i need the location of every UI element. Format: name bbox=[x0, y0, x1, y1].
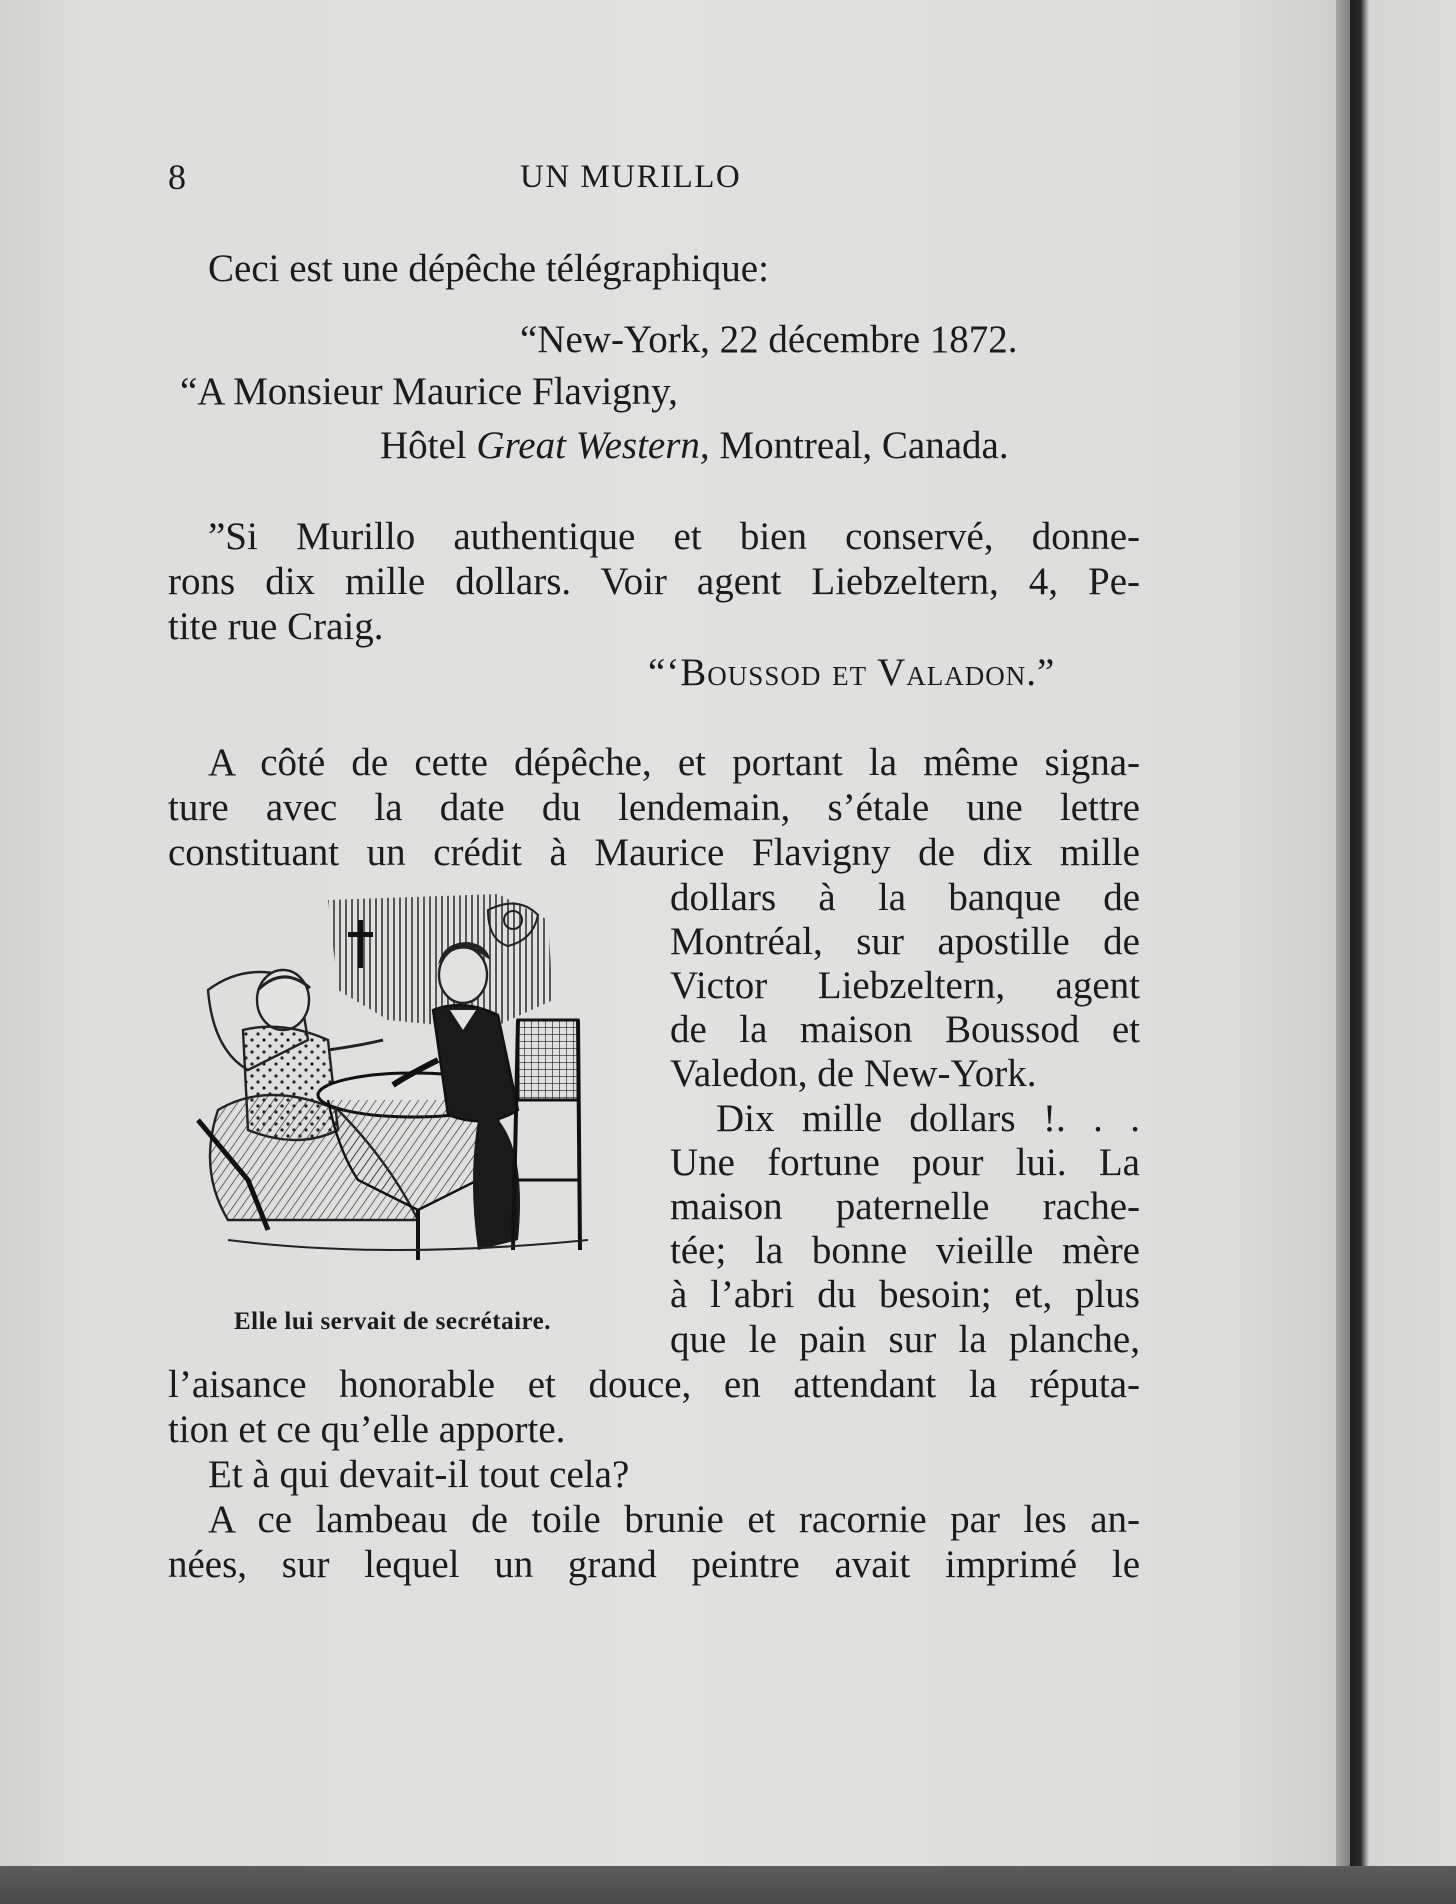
telegram-hotel-line bbox=[380, 424, 1009, 468]
column-line: Montréal, sur apostille de bbox=[670, 920, 1140, 963]
illustration-engraving bbox=[188, 880, 648, 1290]
hotel-name: Great Western, bbox=[476, 424, 710, 467]
telegram-message-line: tite rue Craig. bbox=[168, 605, 384, 648]
telegram-signature: “‘Boussod et Valadon.” bbox=[648, 651, 1056, 694]
column-line: de la maison Boussod et bbox=[670, 1008, 1140, 1051]
paragraph-line: l’aisance honorable et douce, en attendant la réputa- bbox=[168, 1363, 1140, 1406]
scan-bottom-border bbox=[0, 1866, 1456, 1904]
floor-line bbox=[228, 1240, 588, 1250]
page-edge bbox=[1336, 0, 1350, 1866]
column-line: Valedon, de New-York. bbox=[670, 1052, 1037, 1095]
chair bbox=[513, 1020, 580, 1250]
paragraph-line: ture avec la date du lendemain, s’étale une lettre bbox=[168, 786, 1140, 829]
column-line: que le pain sur la planche, bbox=[670, 1318, 1140, 1361]
hotel-prefix: Hôtel bbox=[380, 424, 477, 467]
column-line: à l’abri du besoin; et, plus bbox=[670, 1273, 1140, 1316]
telegram-dateline: “New-York, 22 décembre 1872. bbox=[520, 318, 1018, 361]
paragraph-line: nées, sur lequel un grand peintre avait imprimé le bbox=[168, 1543, 1140, 1586]
column-line: dollars à la banque de bbox=[670, 876, 1140, 919]
paragraph-line: constituant un crédit à Maurice Flavigny de dix mille bbox=[168, 831, 1140, 874]
hotel-suffix: Montreal, Canada. bbox=[709, 424, 1009, 467]
paragraph-line: A côté de cette dépêche, et portant la même signa- bbox=[208, 741, 1140, 784]
page-text bbox=[168, 0, 1140, 1866]
running-title: UN MURILLO bbox=[520, 159, 742, 195]
telegram-addressee: “A Monsieur Maurice Flavigny, bbox=[180, 370, 678, 413]
column-line: maison paternelle rache- bbox=[670, 1185, 1140, 1228]
column-line: Une fortune pour lui. La bbox=[670, 1141, 1140, 1184]
paragraph-line: tion et ce qu’elle apporte. bbox=[168, 1408, 566, 1451]
page-number: 8 bbox=[168, 157, 186, 197]
paragraph-line: A ce lambeau de toile brunie et racornie par les an- bbox=[208, 1498, 1140, 1541]
column-line: Victor Liebzeltern, agent bbox=[670, 964, 1140, 1007]
telegram-message-line: ”Si Murillo authentique et bien conservé, donne- bbox=[208, 515, 1140, 558]
column-line: Dix mille dollars !. . . bbox=[716, 1097, 1140, 1140]
telegram-message-line: rons dix mille dollars. Voir agent Liebzeltern, 4, Pe- bbox=[168, 560, 1140, 603]
telegram-intro: Ceci est une dépêche télégraphique: bbox=[208, 247, 769, 290]
illustration-caption: Elle lui servait de secrétaire. bbox=[234, 1308, 552, 1335]
paragraph-line: Et à qui devait-il tout cela? bbox=[208, 1453, 630, 1496]
adjacent-page bbox=[1350, 0, 1456, 1866]
column-line: tée; la bonne vieille mère bbox=[670, 1229, 1140, 1272]
